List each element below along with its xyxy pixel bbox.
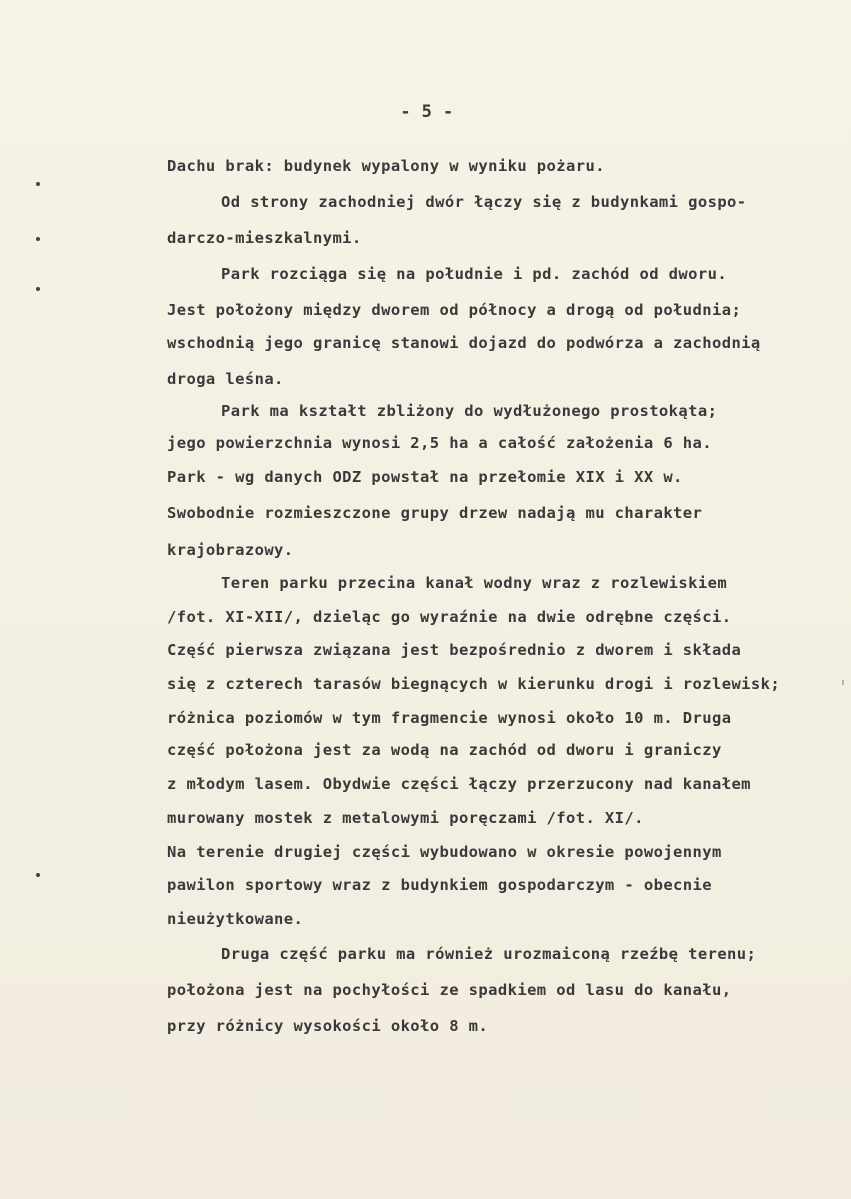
text-line-23: nieużytkowane. bbox=[167, 910, 304, 928]
text-line-20: murowany mostek z metalowymi poręczami /fot. XI/. bbox=[167, 809, 644, 827]
text-line-1: Dachu brak: budynek wypalony w wyniku pożaru. bbox=[167, 157, 605, 175]
page-number: - 5 - bbox=[400, 102, 454, 122]
margin-dot bbox=[36, 237, 40, 241]
text-line-10: Park - wg danych ODZ powstał na przełomie XIX i XX w. bbox=[167, 468, 683, 486]
margin-dot bbox=[36, 287, 40, 291]
text-line-7: droga leśna. bbox=[167, 370, 284, 388]
text-line-15: Część pierwsza związana jest bezpośrednio z dworem i składa bbox=[167, 641, 742, 659]
text-line-6: wschodnią jego granicę stanowi dojazd do podwórza a zachodnią bbox=[167, 334, 761, 352]
margin-dot bbox=[36, 182, 40, 186]
text-line-13: Teren parku przecina kanał wodny wraz z rozlewiskiem bbox=[221, 574, 728, 592]
text-line-11: Swobodnie rozmieszczone grupy drzew nadają mu charakter bbox=[167, 504, 703, 522]
text-line-9: jego powierzchnia wynosi 2,5 ha a całość założenia 6 ha. bbox=[167, 434, 712, 452]
text-line-21: Na terenie drugiej części wybudowano w okresie powojennym bbox=[167, 843, 722, 861]
text-line-12: krajobrazowy. bbox=[167, 541, 294, 559]
text-line-3: darczo-mieszkalnymi. bbox=[167, 229, 362, 247]
text-line-8: Park ma kształt zbliżony do wydłużonego prostokąta; bbox=[221, 402, 718, 420]
text-line-24: Druga część parku ma również urozmaiconą rzeźbę terenu; bbox=[221, 945, 757, 963]
text-line-14: /fot. XI-XII/, dzieląc go wyraźnie na dwie odrębne części. bbox=[167, 608, 732, 626]
margin-dot bbox=[36, 873, 40, 877]
text-line-5: Jest położony między dworem od północy a drogą od południa; bbox=[167, 301, 742, 319]
text-line-17: różnica poziomów w tym fragmencie wynosi około 10 m. Druga bbox=[167, 709, 732, 727]
text-line-22: pawilon sportowy wraz z budynkiem gospodarczym - obecnie bbox=[167, 876, 712, 894]
text-line-18: część położona jest za wodą na zachód od dworu i graniczy bbox=[167, 741, 722, 759]
text-line-25: położona jest na pochyłości ze spadkiem od lasu do kanału, bbox=[167, 981, 732, 999]
text-line-19: z młodym lasem. Obydwie części łączy przerzucony nad kanałem bbox=[167, 775, 751, 793]
text-line-16: się z czterech tarasów biegnących w kierunku drogi i rozlewisk; bbox=[167, 675, 781, 693]
text-line-4: Park rozciąga się na południe i pd. zachód od dworu. bbox=[221, 265, 728, 283]
text-line-26: przy różnicy wysokości około 8 m. bbox=[167, 1017, 489, 1035]
text-line-2: Od strony zachodniej dwór łączy się z budynkami gospo- bbox=[221, 193, 747, 211]
edge-speck bbox=[842, 680, 844, 685]
